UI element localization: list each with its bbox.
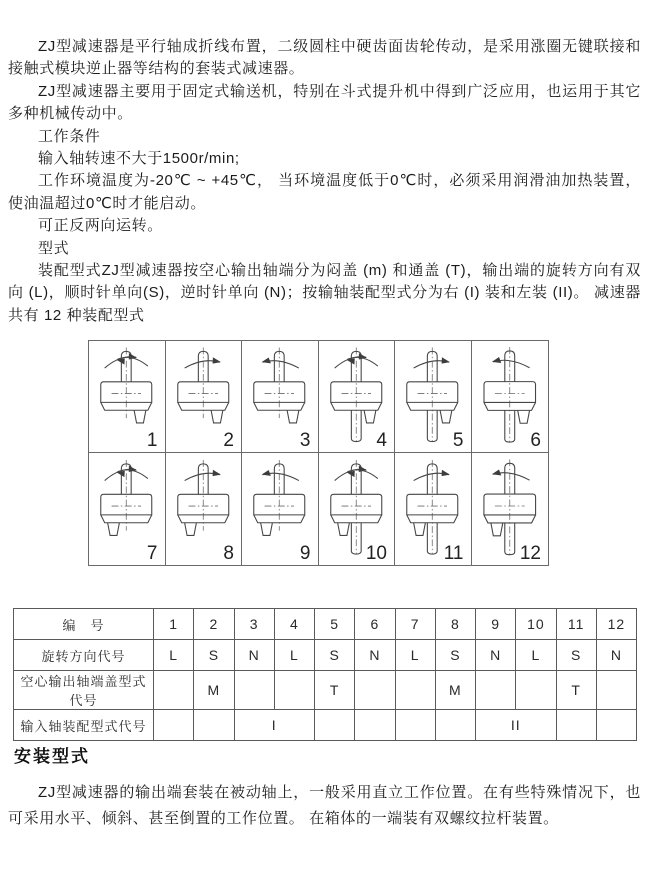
table-row-header: 空心输出轴端盖型式代号 (14, 671, 154, 710)
table-cell: L (274, 640, 314, 671)
intro-paragraph: ZJ型减速器主要用于固定式输送机，特别在斗式提升机中得到广泛应用，也运用于其它多种机械传动中。 (8, 82, 641, 123)
table-cell: L (154, 640, 194, 671)
intro-paragraph: 输入轴转速不大于1500r/min; (38, 150, 240, 168)
table-cell: 9 (476, 609, 516, 640)
figure-cell-7 (89, 453, 166, 565)
table-cell (234, 671, 274, 710)
intro-paragraph: 工作条件 (38, 127, 101, 145)
table-row (14, 640, 637, 671)
intro-paragraph: 可正反两向运转。 (38, 217, 163, 235)
table-cell (556, 710, 596, 741)
table-cell (395, 710, 435, 741)
table-row (14, 671, 637, 710)
table-cell (476, 671, 516, 710)
table-cell: M (194, 671, 234, 710)
figure-cell-6 (472, 341, 549, 453)
figure-number: 11 (443, 543, 464, 564)
intro-paragraph: 装配型式ZJ型减速器按空心输出轴端分为闷盖 (m) 和通盖 (T)，输出端的旋转方向有双向 (L)，顺时针单向(S)，逆时针单向 (N)；按输轴装配型式分为右 (I) 装和左装 (II)。 减速器共有 12 种装配型式 (8, 262, 641, 324)
assembly-type-table (13, 608, 637, 741)
table-cell: T (315, 671, 355, 710)
section-heading: 安装型式 (14, 747, 90, 766)
table-cell: L (395, 640, 435, 671)
table-row-header: 编 号 (14, 609, 154, 640)
table-cell (355, 710, 395, 741)
table-cell: 10 (516, 609, 556, 640)
figure-number: 9 (299, 543, 311, 564)
table-cell (194, 710, 234, 741)
table-cell: S (315, 640, 355, 671)
table-cell: 11 (556, 609, 596, 640)
figure-number: 7 (146, 543, 158, 564)
table-cell (154, 671, 194, 710)
table-cell (154, 710, 194, 741)
figure-cell-4 (319, 341, 396, 453)
figure-number: 5 (452, 430, 464, 451)
table-cell (596, 671, 636, 710)
table-cell: 4 (274, 609, 314, 640)
table-cell: 7 (395, 609, 435, 640)
table-cell: M (435, 671, 475, 710)
table-cell: 8 (435, 609, 475, 640)
figure-cell-2 (166, 341, 243, 453)
intro-text-block (8, 36, 641, 327)
figure-number: 4 (376, 430, 387, 451)
figure-cell-12 (472, 453, 549, 565)
figure-number: 12 (519, 543, 541, 564)
figure-cell-1 (89, 341, 166, 453)
figure-cell-9 (242, 453, 319, 565)
table-cell: S (194, 640, 234, 671)
table-row-header: 旋转方向代号 (14, 640, 154, 671)
figure-number: 8 (223, 543, 234, 564)
table-cell (395, 671, 435, 710)
figure-cell-10 (319, 453, 396, 565)
figure-number: 2 (223, 430, 234, 451)
figure-cell-5 (395, 341, 472, 453)
table-cell (596, 710, 636, 741)
figure-number: 10 (365, 543, 387, 564)
intro-paragraph: 型式 (38, 239, 70, 257)
assembly-type-figure-grid (88, 340, 549, 566)
table-cell: II (476, 710, 557, 741)
figure-cell-8 (166, 453, 243, 565)
table-cell: 6 (355, 609, 395, 640)
table-cell: N (355, 640, 395, 671)
table-cell: N (234, 640, 274, 671)
table-row-header: 输入轴装配型式代号 (14, 710, 154, 741)
figure-cell-3 (242, 341, 319, 453)
figure-number: 6 (530, 430, 541, 451)
figure-number: 1 (146, 430, 158, 451)
table-cell: L (516, 640, 556, 671)
table-cell: 5 (315, 609, 355, 640)
closing-paragraph: ZJ型减速器的输出端套装在被动轴上，一般采用直立工作位置。在有些特殊情况下，也可采用水平、倾斜、甚至倒置的工作位置。 在箱体的一端装有双螺纹拉杆装置。 (8, 784, 641, 827)
table-cell: 1 (154, 609, 194, 640)
table-cell (516, 671, 556, 710)
table-row (14, 609, 637, 640)
table-cell: 2 (194, 609, 234, 640)
intro-paragraph: 工作环境温度为-20℃ ~ +45℃， 当环境温度低于0℃时，必须采用润滑油加热装置，使油温超过0℃时才能启动。 (8, 172, 641, 212)
table-cell (315, 710, 355, 741)
table-row (14, 710, 637, 741)
table-cell: N (476, 640, 516, 671)
intro-paragraph: ZJ型减速器是平行轴成折线布置，二级圆柱中硬齿面齿轮传动，是采用涨圈无键联接和接触式模块逆止器等结构的套装式减速器。 (8, 38, 641, 78)
table-cell: 3 (234, 609, 274, 640)
table-cell: I (234, 710, 315, 741)
table-cell: S (435, 640, 475, 671)
table-cell (274, 671, 314, 710)
table-cell (435, 710, 475, 741)
table-cell: 12 (596, 609, 636, 640)
table-cell: S (556, 640, 596, 671)
figure-number: 3 (299, 430, 311, 451)
table-cell: N (596, 640, 636, 671)
table-cell: T (556, 671, 596, 710)
figure-cell-11 (395, 453, 472, 565)
table-cell (355, 671, 395, 710)
